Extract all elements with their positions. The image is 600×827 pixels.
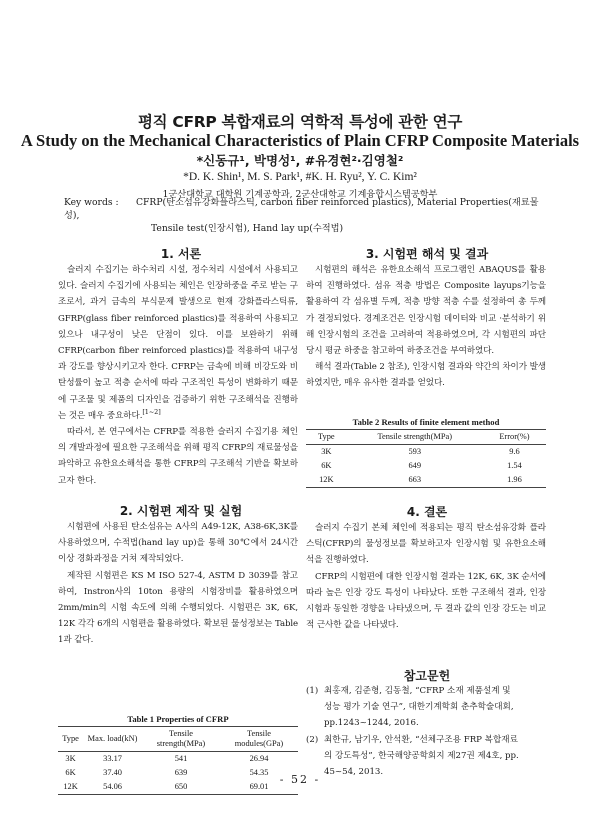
section-heading-intro: 1. 서론 (160, 247, 202, 261)
table-cell: 9.6 (509, 447, 520, 456)
analysis-paragraph-1: 시험편의 해석은 유한요소해석 프로그램인 ABAQUS를 활용하여 진행하였다. 섬유 적층 방법은 Composite layups기능을 활용하여 각 섬유별 두께, 적층 방향 적층 수를 설정하여 총 두께가 결정되었다. 경계조건은 인장시험 데이터와 비교 ·분석하기 위해 인장시험의 조건을 고려하여 적용하였으며, 각 시험편의 파단 당시 평균 하중을 참고하여 하중조건을 부여하였다. (306, 265, 546, 357)
table2-header: Tensile strength(MPa) (347, 430, 483, 445)
table-cell: 69.01 (220, 780, 298, 795)
table1-header: Type (58, 727, 83, 752)
reference-number: (1) (306, 686, 319, 696)
table1-header: Max. load(kN) (83, 727, 142, 752)
table-cell: 541 (174, 754, 188, 763)
keywords (64, 196, 544, 235)
table2-caption: Table 2 Results of finite element method (352, 417, 500, 427)
authors-english: *D. K. Shin¹, M. S. Park¹, #K. H. Ryu², Y. C. Kim² (183, 171, 417, 183)
table-cell: 639 (174, 768, 188, 777)
section-heading-conclusion: 4. 결론 (406, 505, 448, 519)
table-cell: 12K (58, 780, 83, 795)
intro-paragraph-2: 따라서, 본 연구에서는 CFRP를 적용한 슬러지 수집기용 체인의 개발과정에 필요한 구조해석을 위해 평직 CFRP의 재료물성을 파악하고 유한요소해석을 통한 CFRP의 구조해석 기반을 확보하고자 한다. (58, 427, 298, 486)
conclusion-text (306, 520, 546, 633)
reference-number: (2) (306, 734, 319, 745)
keywords-label: Key words : (64, 197, 119, 208)
reference-item (306, 683, 546, 732)
experiment-paragraph-1: 시험편에 사용된 탄소섬유는 A사의 A49-12K, A38-6K,3K를 사용하였으며, 수적법(hand lay up)을 통해 30℃에서 24시간 이상 경화과정을 거쳐 제작되었다. (58, 522, 298, 565)
reference-list (306, 683, 546, 780)
analysis-paragraph-2: 해석 결과(Table 2 참조), 인장시험 결과와 약간의 차이가 발생하였지만, 매우 유사한 결과를 얻었다. (306, 362, 546, 389)
experiment-text (58, 519, 298, 649)
keywords-line1: CFRP(탄소섬유강화플라스틱, carbon fiber reinforced plastics), Material Properties(재료물성), (64, 197, 539, 221)
table-cell: 593 (408, 447, 422, 456)
table-row (58, 752, 298, 767)
table-cell: 6K (65, 768, 76, 777)
analysis-text (306, 262, 546, 392)
table-cell: 650 (142, 780, 220, 795)
intro-citation: [1~2] (142, 407, 161, 416)
table-row (306, 445, 546, 460)
table-cell: 26.94 (249, 754, 269, 763)
reference-first-line: 최한규, 남기우, 안석환, “선체구조용 FRP 복합재료 (324, 734, 518, 745)
table-cell: 1.96 (483, 473, 546, 488)
table1-header-row (58, 727, 298, 752)
table2 (306, 429, 546, 488)
intro-text (58, 262, 298, 489)
section-heading-references: 참고문헌 (403, 669, 451, 683)
reference-continuation: 성능 평가 기술 연구”, 대한기계학회 춘추학술대회, pp.1243~1244, 2016. (324, 702, 514, 729)
table-cell: 54.06 (83, 780, 142, 795)
table-cell: 12K (306, 473, 347, 488)
table-cell: 6K (321, 461, 332, 470)
section-heading-experiment: 2. 시험편 제작 및 실험 (119, 504, 243, 518)
page-number: - 52 - (279, 773, 321, 786)
table-cell: 37.40 (103, 768, 122, 777)
table1-caption: Table 1 Properties of CFRP (127, 714, 229, 724)
table-cell: 54.35 (249, 768, 269, 777)
table-cell: 649 (408, 461, 422, 470)
experiment-paragraph-2: 제작된 시험편은 KS M ISO 527-4, ASTM D 3039를 참고하여, Instron사의 10ton 용량의 시험장비를 활용하였으며 2mm/min의 시험 속도에 의해 수행되었다. 시험편은 3K, 6K, 12K 각각 6개의 시험편을 활용하였다. 확보된 물성정보는 Table 1과 같다. (58, 570, 298, 646)
authors-korean: *신동규¹, 박명성¹, #유경현²·김영철² (196, 153, 404, 168)
intro-paragraph-1: 슬러지 수집기는 하수처리 시설, 정수처리 시설에서 사용되고 있다. 슬러지 수집기에 사용되는 체인은 인장하중을 주로 받는 구조로서, 과거 금속의 부식문제 발생으로 현재 강화플라스틱류, GFRP(glass fiber reinforced plastics)를 적용하여 사용되고 있으나 내구성이 낮은 단점이 있다. 이를 보완하기 위해 CFRP(carbon fiber reinforced plastics)를 적용하여 내구성과 강도를 향상시키고자 한다. CFRP는 금속에 비해 비강도와 비탄성률이 높고 적층 순서에 따라 구조적인 특성이 변화하기 때문에 구조물 및 제품의 디자인을 검증하기 위한 구조해석을 진행하는 것은 매우 중요하다. (58, 265, 298, 421)
affiliation: 1군산대학교 대학원 기계공학과, 2군산대학교 기계융합시스템공학부 (162, 189, 438, 200)
table1-header: Tensile modules(GPa) (220, 727, 298, 752)
table2-header: Error(%) (483, 430, 546, 445)
title-korean: 평직 CFRP 복합재료의 역학적 특성에 관한 연구 (137, 113, 463, 131)
table-cell: 1.54 (507, 461, 522, 470)
conclusion-paragraph-2: CFRP의 시험편에 대한 인장시험 결과는 12K, 6K, 3K 순서에 따라 높은 인장 강도 특성이 나타났다. 또한 구조해석 결과, 인장시험과 동일한 경향을 나타냈으며, 두 결과 값의 인장 강도는 비교적 근사한 값을 나타냈다. (306, 571, 546, 631)
table2-header-row (306, 430, 546, 445)
table-cell: 3K (65, 754, 76, 763)
table-cell: 33.17 (103, 754, 122, 763)
table-row (306, 459, 546, 473)
table-cell: 663 (347, 473, 483, 488)
table2-header: Type (306, 430, 347, 445)
table-row (306, 473, 546, 488)
reference-first-line: 최홍재, 김준형, 김동철, “CFRP 소재 제품설계 및 (324, 686, 511, 696)
section-heading-analysis: 3. 시험편 해석 및 결과 (365, 247, 489, 261)
reference-continuation: 의 강도특성”, 한국해양공학회지 제27권 제4호, pp. 45~54, 2013. (324, 750, 519, 778)
keywords-line2: Tensile test(인장시험), Hand lay up(수적법) (151, 223, 344, 234)
table1-header: Tensile strength(MPa) (142, 727, 220, 752)
title-english: A Study on the Mechanical Characteristics of Plain CFRP Composite Materials (20, 131, 580, 150)
conclusion-paragraph-1: 슬러지 수집기 본체 체인에 적용되는 평직 탄소섬유강화 플라스틱(CFRP)의 물성정보를 확보하고자 인장시험 및 유한요소해석을 진행하였다. (306, 523, 546, 566)
table-cell: 3K (321, 447, 332, 456)
